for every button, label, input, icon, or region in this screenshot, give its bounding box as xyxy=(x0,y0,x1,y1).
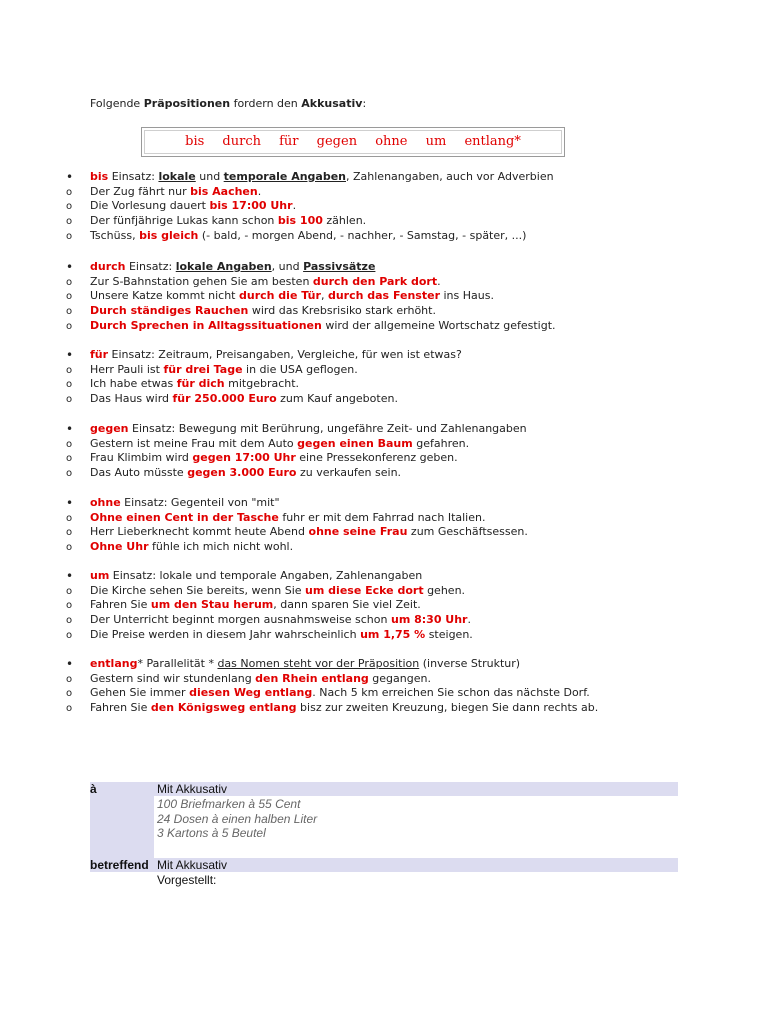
text-segment: gefahren. xyxy=(412,436,470,450)
circle-bullet-icon xyxy=(66,598,76,614)
table-example: 100 Briefmarken à 55 Cent xyxy=(157,797,301,811)
highlighted-phrase: gegen einen Baum xyxy=(297,436,413,450)
table-label: à xyxy=(90,782,97,796)
table-header-cell: Mit Akkusativ xyxy=(154,782,678,796)
text-segment: Fahren Sie xyxy=(90,701,151,715)
highlighted-phrase: durch xyxy=(90,260,126,273)
table-note: Vorgestellt: xyxy=(157,873,217,887)
intro-mid: fordern den xyxy=(230,97,302,110)
preposition-word: ohne xyxy=(375,134,408,149)
circle-bullet-icon xyxy=(66,686,76,702)
text-segment: Der Unterricht beginnt morgen ausnahmsweise schon xyxy=(90,613,391,627)
bullet-icon xyxy=(66,170,76,186)
bullet-icon xyxy=(66,496,76,512)
circle-bullet-icon xyxy=(66,289,76,305)
line-text xyxy=(90,363,358,378)
line-text xyxy=(90,540,293,555)
highlighted-phrase: den Königsweg entlang xyxy=(150,701,297,715)
circle-bullet-icon xyxy=(66,363,76,379)
text-segment: lokale Angaben xyxy=(175,260,272,273)
text-segment: Einsatz: Bewegung mit Berührung, ungefähre Zeit- und Zahlenangaben xyxy=(128,422,527,435)
bullet-icon xyxy=(66,569,76,585)
line-text xyxy=(90,657,520,672)
line-text xyxy=(90,511,485,526)
circle-bullet-icon xyxy=(66,540,76,556)
line-text xyxy=(90,170,554,185)
highlighted-phrase: um xyxy=(90,569,110,582)
highlighted-phrase: durch das Fenster xyxy=(327,289,440,303)
highlighted-phrase: für 250.000 Euro xyxy=(172,392,277,406)
text-segment: Einsatz: xyxy=(108,170,159,183)
circle-bullet-icon xyxy=(66,466,76,482)
text-segment: Das Auto müsste xyxy=(90,466,188,480)
highlighted-phrase: diesen Weg entlang xyxy=(189,686,313,700)
text-segment: Die Preise werden in diesem Jahr wahrscheinlich xyxy=(90,627,361,641)
text-segment: Die Vorlesung dauert xyxy=(90,199,210,213)
line-text xyxy=(90,437,469,452)
circle-bullet-icon xyxy=(66,185,76,201)
text-segment: Gestern ist meine Frau mit dem Auto xyxy=(90,436,298,450)
text-segment: in die USA geflogen. xyxy=(242,362,358,376)
highlighted-phrase: gegen 3.000 Euro xyxy=(187,466,297,480)
text-segment: Einsatz: xyxy=(125,260,176,273)
text-segment: (- bald, - morgen Abend, - nachher, - Samstag, - später, ...) xyxy=(198,228,527,242)
text-segment: wird das Krebsrisiko stark erhöht. xyxy=(248,304,436,318)
line-text xyxy=(90,214,366,229)
line-text xyxy=(90,199,296,214)
highlighted-phrase: durch die Tür xyxy=(238,289,321,303)
preposition-word: bis xyxy=(185,134,205,149)
circle-bullet-icon xyxy=(66,377,76,393)
circle-bullet-icon xyxy=(66,392,76,408)
highlighted-phrase: bis 100 xyxy=(277,214,323,228)
intro-bold-prepositions: Präpositionen xyxy=(143,97,231,110)
text-segment: Einsatz: Gegenteil von "mit" xyxy=(120,496,280,509)
preposition-word: entlang* xyxy=(464,134,521,149)
text-segment: eine Pressekonferenz geben. xyxy=(295,451,458,465)
line-text xyxy=(90,348,462,363)
text-segment: Herr Pauli ist xyxy=(90,362,164,376)
circle-bullet-icon xyxy=(66,275,76,291)
circle-bullet-icon xyxy=(66,304,76,320)
highlighted-phrase: um 1,75 % xyxy=(360,627,426,641)
preposition-box xyxy=(141,127,565,157)
circle-bullet-icon xyxy=(66,672,76,688)
preposition-word: durch xyxy=(222,134,261,149)
text-segment: * Parallelität * xyxy=(137,657,218,670)
highlighted-phrase: entlang xyxy=(90,657,138,670)
bullet-icon xyxy=(66,422,76,438)
text-segment: , dann sparen Sie viel Zeit. xyxy=(273,598,421,612)
table-header-cell: Mit Akkusativ xyxy=(154,858,678,872)
text-segment: Passivsätze xyxy=(303,260,376,273)
line-text xyxy=(90,613,471,628)
highlighted-phrase: für dich xyxy=(176,377,225,391)
text-segment: , Zahlenangaben, auch vor Adverbien xyxy=(346,170,554,183)
text-segment: Der Zug fährt nur xyxy=(90,184,191,198)
text-segment: mitgebracht. xyxy=(224,377,300,391)
text-segment: und xyxy=(195,170,224,183)
line-text xyxy=(90,185,261,200)
preposition-list xyxy=(142,134,564,149)
circle-bullet-icon xyxy=(66,319,76,335)
highlighted-phrase: ohne seine Frau xyxy=(308,525,408,539)
intro-post: : xyxy=(362,97,367,110)
highlighted-phrase: bis 17:00 Uhr xyxy=(209,199,293,213)
text-segment: Der fünfjährige Lukas kann schon xyxy=(90,214,278,228)
circle-bullet-icon xyxy=(66,199,76,215)
line-text xyxy=(90,377,299,392)
highlighted-phrase: um diese Ecke dort xyxy=(305,583,424,597)
highlighted-phrase: durch den Park dort xyxy=(312,274,438,288)
highlighted-phrase: um 8:30 Uhr xyxy=(390,613,468,627)
line-text xyxy=(90,319,556,334)
highlighted-phrase: für drei Tage xyxy=(163,362,243,376)
line-text xyxy=(90,686,590,701)
preposition-word: gegen xyxy=(316,134,358,149)
table-example: 24 Dosen à einen halben Liter xyxy=(157,811,318,826)
circle-bullet-icon xyxy=(66,214,76,230)
line-text xyxy=(90,466,401,481)
line-text xyxy=(90,422,527,437)
text-segment: gehen. xyxy=(423,583,466,597)
highlighted-phrase: bis gleich xyxy=(139,228,199,242)
line-text xyxy=(90,260,375,275)
text-segment: (inverse Struktur) xyxy=(419,657,521,670)
circle-bullet-icon xyxy=(66,451,76,467)
table-label: betreffend xyxy=(90,858,149,872)
highlighted-phrase: gegen 17:00 Uhr xyxy=(192,451,296,465)
text-segment: Ich habe etwas xyxy=(90,377,177,391)
text-segment: fuhr er mit dem Fahrrad nach Italien. xyxy=(278,510,486,524)
circle-bullet-icon xyxy=(66,628,76,644)
circle-bullet-icon xyxy=(66,437,76,453)
text-segment: temporale Angaben xyxy=(223,170,346,183)
bullet-icon xyxy=(66,260,76,276)
text-segment: . xyxy=(292,199,297,213)
text-segment: zum Geschäftsessen. xyxy=(407,525,528,539)
line-text xyxy=(90,289,494,304)
text-segment: Die Kirche sehen Sie bereits, wenn Sie xyxy=(90,583,306,597)
highlighted-phrase: Ohne einen Cent in der Tasche xyxy=(90,510,279,524)
highlighted-phrase: bis xyxy=(90,170,109,183)
circle-bullet-icon xyxy=(66,511,76,527)
table-row xyxy=(90,782,678,858)
table-example: 3 Kartons à 5 Beutel xyxy=(157,826,266,840)
text-segment: . xyxy=(467,613,471,627)
circle-bullet-icon xyxy=(66,525,76,541)
text-segment: Herr Lieberknecht kommt heute Abend xyxy=(90,525,309,539)
text-segment: fühle ich mich nicht wohl. xyxy=(148,540,294,554)
text-segment: Das Haus wird xyxy=(90,392,173,406)
text-segment: Einsatz: lokale und temporale Angaben, Zahlenangaben xyxy=(109,569,423,582)
text-segment: gegangen. xyxy=(368,671,431,685)
text-segment: ins Haus. xyxy=(440,289,494,303)
highlighted-phrase: ohne xyxy=(90,496,121,509)
table-row xyxy=(90,858,678,888)
text-segment: Frau Klimbim wird xyxy=(90,451,193,465)
line-text xyxy=(90,598,421,613)
text-segment: zählen. xyxy=(322,214,367,228)
text-segment: , und xyxy=(271,260,304,273)
bullet-icon xyxy=(66,348,76,364)
highlighted-phrase: Ohne Uhr xyxy=(90,540,149,554)
text-segment: lokale xyxy=(158,170,196,183)
line-text xyxy=(90,569,422,584)
text-segment: . Nach 5 km erreichen Sie schon das nächste Dorf. xyxy=(312,686,590,700)
circle-bullet-icon xyxy=(66,229,76,245)
text-segment: Gehen Sie immer xyxy=(90,686,190,700)
line-text xyxy=(90,392,398,407)
text-segment: Tschüss, xyxy=(90,228,140,242)
line-text xyxy=(90,672,431,687)
text-segment: . xyxy=(257,184,262,198)
text-segment: Unsere Katze kommt nicht xyxy=(90,289,239,303)
highlighted-phrase: für xyxy=(90,348,109,361)
intro-line xyxy=(90,97,366,110)
line-text xyxy=(90,701,598,716)
bullet-icon xyxy=(66,657,76,673)
circle-bullet-icon xyxy=(66,613,76,629)
highlighted-phrase: gegen xyxy=(90,422,129,435)
text-segment: wird der allgemeine Wortschatz gefestigt. xyxy=(321,318,556,332)
circle-bullet-icon xyxy=(66,584,76,600)
circle-bullet-icon xyxy=(66,701,76,717)
text-segment: steigen. xyxy=(425,627,473,641)
highlighted-phrase: um den Stau herum xyxy=(150,598,274,612)
line-text xyxy=(90,584,465,599)
preposition-word: um xyxy=(425,134,447,149)
text-segment: , xyxy=(320,289,328,303)
text-segment: bisz zur zweiten Kreuzung, biegen Sie dann rechts ab. xyxy=(296,701,599,715)
preposition-word: für xyxy=(279,134,299,149)
highlighted-phrase: Durch Sprechen in Alltagssituationen xyxy=(90,318,322,332)
highlighted-phrase: Durch ständiges Rauchen xyxy=(90,304,249,318)
line-text xyxy=(90,275,441,290)
highlighted-phrase: den Rhein entlang xyxy=(255,671,369,685)
text-segment: zu verkaufen sein. xyxy=(296,466,402,480)
highlighted-phrase: bis Aachen xyxy=(190,184,258,198)
intro-pre: Folgende xyxy=(90,97,144,110)
line-text xyxy=(90,628,473,643)
line-text xyxy=(90,496,280,511)
text-segment: . xyxy=(437,274,441,288)
line-text xyxy=(90,525,528,540)
text-segment: Gestern sind wir stundenlang xyxy=(90,671,256,685)
text-segment: Fahren Sie xyxy=(90,598,151,612)
text-segment: zum Kauf angeboten. xyxy=(276,392,398,406)
text-segment: Einsatz: Zeitraum, Preisangaben, Vergleiche, für wen ist etwas? xyxy=(108,348,462,361)
text-segment: Zur S-Bahnstation gehen Sie am besten xyxy=(90,274,313,288)
line-text xyxy=(90,229,526,244)
intro-bold-akkusativ: Akkusativ xyxy=(301,97,363,110)
line-text xyxy=(90,304,436,319)
line-text xyxy=(90,451,458,466)
text-segment: das Nomen steht vor der Präposition xyxy=(217,657,420,670)
